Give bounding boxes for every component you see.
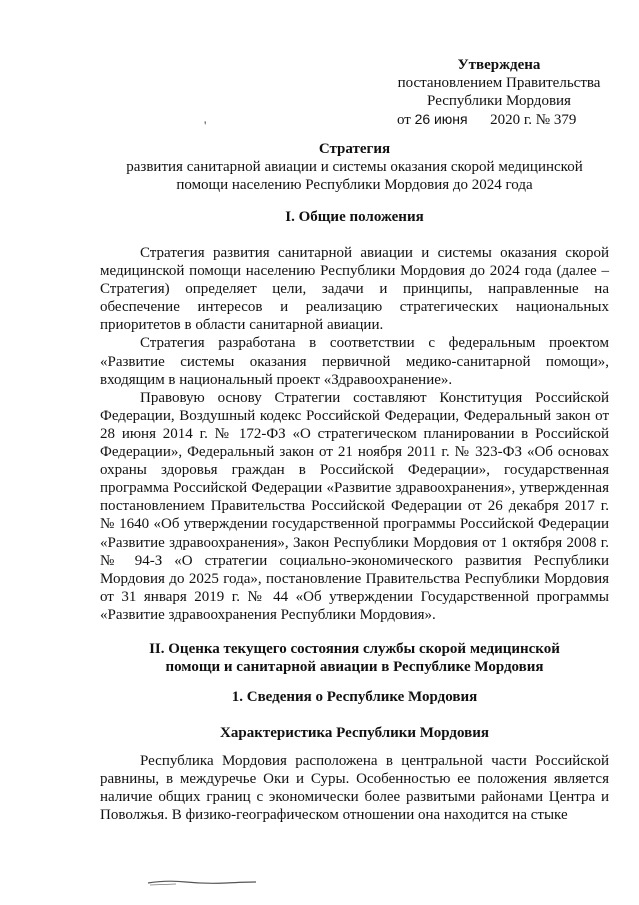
paragraph: Стратегия развития санитарной авиации и системы оказания скорой медицинской помощи населению Республики Мордовия до 2024 года (далее – Стратегия) определяет цели, задачи и принципы, направленные на обеспечение интересов и реализацию стратегических национальных приоритетов в области санитарной авиации.	[100, 245, 609, 334]
section-1-body	[100, 244, 609, 624]
subsubsection-heading: Характеристика Республики Мордовия	[220, 725, 489, 741]
document-subtitle: развития санитарной авиации и системы оказания скорой медицинской помощи населению Республики Мордовия до 2024 года	[126, 159, 583, 193]
subsection-heading: 1. Сведения о Республике Мордовия	[231, 689, 478, 705]
approval-line-1: постановлением Правительства	[397, 75, 601, 91]
approval-month: июня	[433, 111, 468, 127]
section-2-heading	[100, 640, 609, 676]
approval-date-line	[385, 110, 613, 129]
document-title-block	[100, 140, 609, 194]
section-1-heading: I. Общие положения	[285, 209, 424, 225]
stray-mark: '	[204, 118, 207, 133]
approval-line-2: Республики Мордовия	[427, 93, 571, 109]
approval-stamp	[385, 56, 613, 129]
section-2-heading-line-1: II. Оценка текущего состояния службы скорой медицинской	[149, 641, 560, 657]
document-title: Стратегия	[318, 141, 391, 157]
approval-date-prefix: от	[397, 112, 411, 128]
paragraph: Стратегия разработана в соответствии с федеральным проектом «Развитие системы оказания первичной медико-санитарной помощи», входящим в национальный проект «Здравоохранение».	[100, 335, 609, 388]
approval-day: 26	[414, 111, 431, 127]
section-2-body	[100, 752, 609, 824]
approval-heading: Утверждена	[457, 57, 541, 73]
scan-artifact-mark	[146, 874, 258, 888]
approval-year-number: 2020 г. № 379	[490, 112, 577, 128]
paragraph: Правовую основу Стратегии составляют Конституция Российской Федерации, Воздушный кодекс Российской Федерации, Федеральный закон от 28 июня 2014 г. № 172-ФЗ «О стратегическом планировании в Российской Федерации», Федеральный закон от 21 ноября 2011 г. № 323-ФЗ «Об основах охраны здоровья граждан в Российской Федерации», государственная программа Российской Федерации «Развитие здравоохранения», утвержденная постановлением Правительства Российской Федерации от 26 декабря 2017 г. № 1640 «Об утверждении государственной программы Российской Федерации «Развитие здравоохранения», Закон Республики Мордовия от 1 октября 2008 г. № 94-З «О стратегии социально-экономического развития Республики Мордовия до 2025 года», постановление Правительства Республики Мордовия от 31 января 2019 г. № 44 «Об утверждении Государственной программы «Развитие здравоохранения Республики Мордовия».	[100, 389, 609, 623]
section-2-heading-line-2: помощи и санитарной авиации в Республике Мордовия	[165, 659, 544, 675]
paragraph: Республика Мордовия расположена в центральной части Российской равнины, в междуречье Оки и Суры. Особенностью ее положения является наличие общих границ с экономически более развитыми районами Центра и Поволжья. В физико-географическом отношении она находится на стыке	[100, 753, 609, 824]
